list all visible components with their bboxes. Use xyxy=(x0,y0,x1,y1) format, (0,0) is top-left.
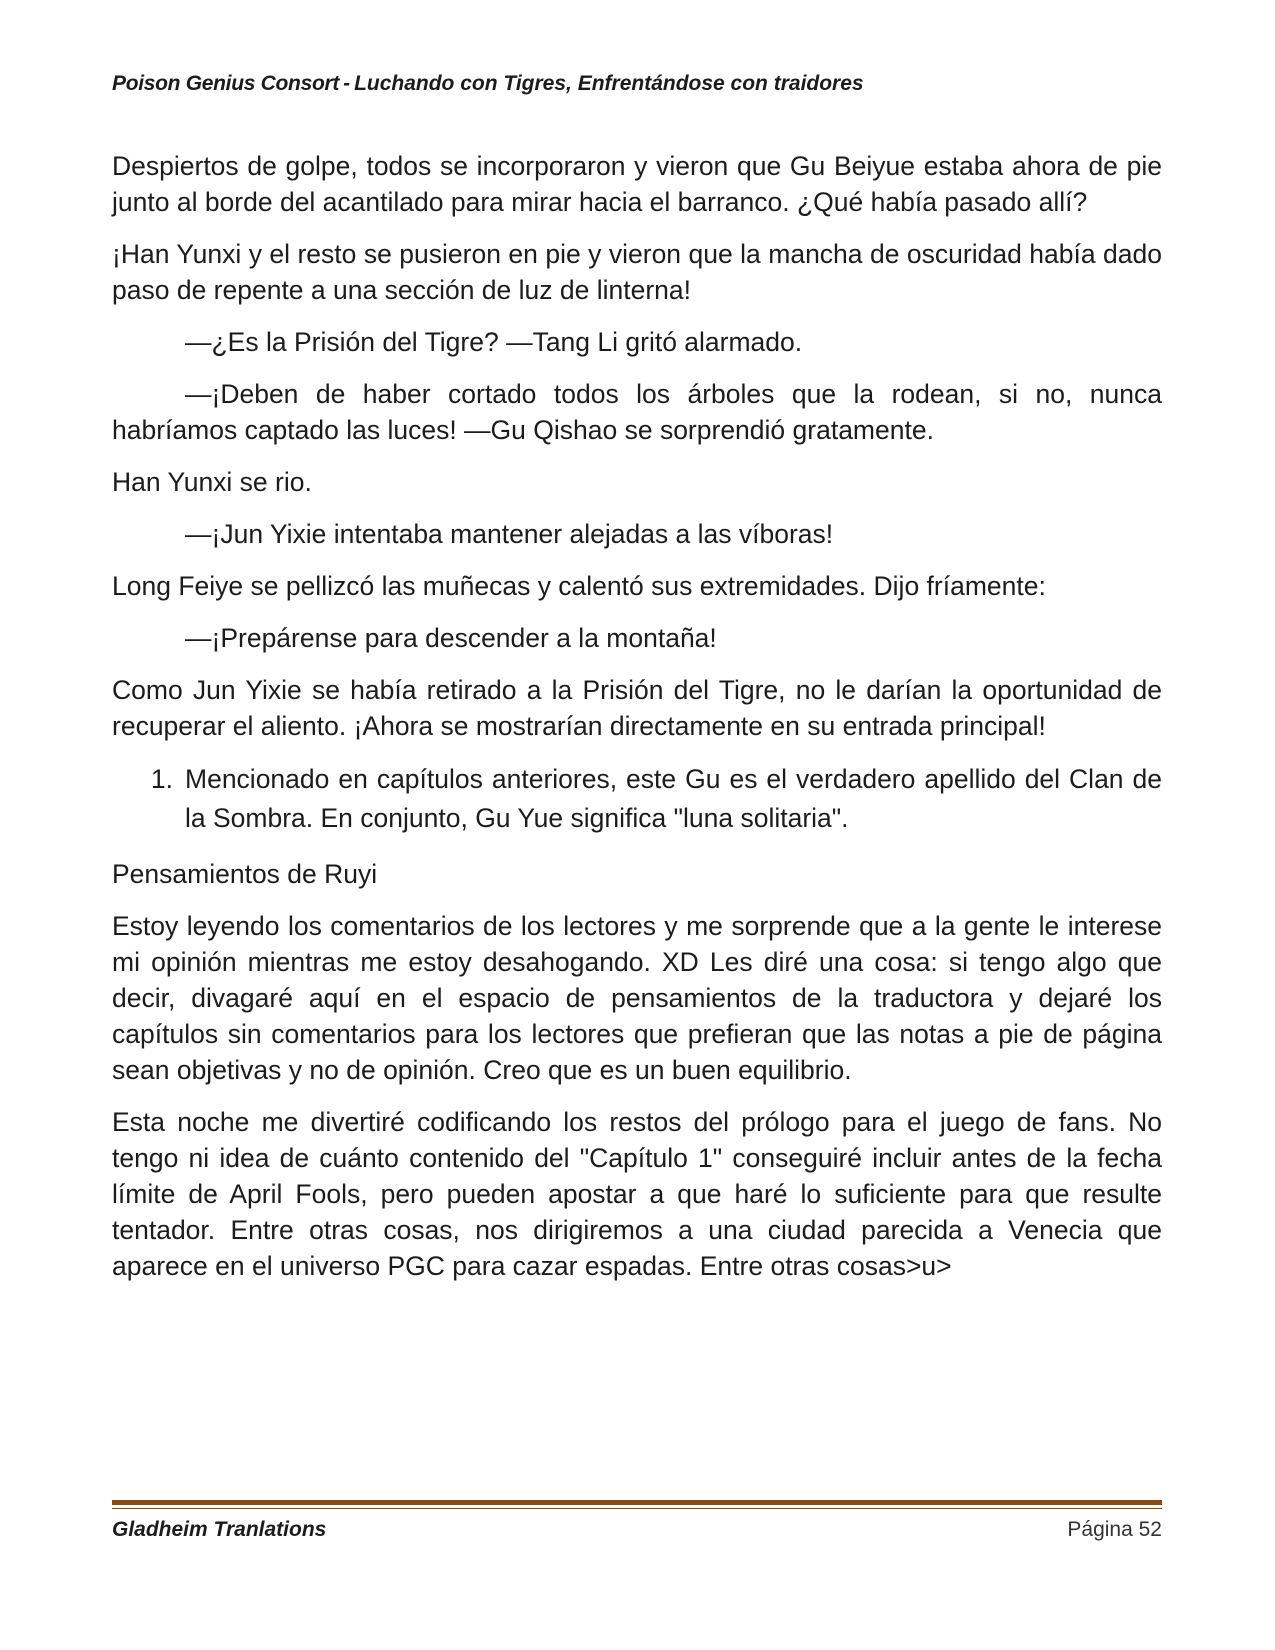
body-paragraph: Han Yunxi se rio. xyxy=(112,467,312,497)
footnote-item xyxy=(112,760,1162,838)
chapter-title: Luchando con Tigres, Enfrentándose con traidores xyxy=(354,72,864,95)
body-paragraph: ¡Han Yunxi y el resto se pusieron en pie y vieron que la mancha de oscuridad había dado paso de repente a una sección de luz de linterna! xyxy=(112,239,1162,305)
footer-publisher: Gladheim Tranlations xyxy=(112,1518,327,1541)
dialog-paragraph: —¿Es la Prisión del Tigre? —Tang Li gritó alarmado. xyxy=(185,327,803,357)
notes-heading: Pensamientos de Ruyi xyxy=(112,859,378,889)
body-paragraph: Como Jun Yixie se había retirado a la Prisión del Tigre, no le darían la oportunidad de recuperar el aliento. ¡Ahora se mostrarían directamente en su entrada principal! xyxy=(112,675,1162,741)
dialog-paragraph: —¡Jun Yixie intentaba mantener alejadas a las víboras! xyxy=(185,519,834,549)
footer-rule-thick xyxy=(112,1500,1162,1505)
series-title: Poison Genius Consort xyxy=(112,72,340,95)
header-separator: - xyxy=(343,72,351,95)
dialog-paragraph: —¡Prepárense para descender a la montaña! xyxy=(185,623,717,653)
page-header xyxy=(112,72,1162,96)
footnote-list xyxy=(112,760,1162,838)
notes-paragraph: Esta noche me divertiré codificando los restos del prólogo para el juego de fans. No tengo ni idea de cuánto contenido del "Capítulo 1" conseguiré incluir antes de la fecha límite de April Fools, pero pueden apostar a que haré lo suficiente para que resulte tentador. Entre otras cosas, nos dirigiremos a una ciudad parecida a Venecia que aparece en el universo PGC para cazar espadas. Entre otras cosas>u> xyxy=(112,1107,1162,1281)
footnote-text: Mencionado en capítulos anteriores, este Gu es el verdadero apellido del Clan de la Sombra. En conjunto, Gu Yue significa "luna solitaria". xyxy=(185,764,1162,833)
dialog-paragraph: —¡Deben de haber cortado todos los árboles que la rodean, si no, nunca habríamos captado las luces! —Gu Qishao se sorprendió gratamente. xyxy=(112,379,1162,445)
body-paragraph: Despiertos de golpe, todos se incorporaron y vieron que Gu Beiyue estaba ahora de pie junto al borde del acantilado para mirar hacia el barranco. ¿Qué había pasado allí? xyxy=(112,151,1162,217)
page-number: Página 52 xyxy=(1067,1518,1162,1541)
footer-rule-thin xyxy=(112,1508,1162,1509)
notes-paragraph: Estoy leyendo los comentarios de los lectores y me sorprende que a la gente le interese mi opinión mientras me estoy desahogando. XD Les diré una cosa: si tengo algo que decir, divagaré aquí en el espacio de pensamientos de la traductora y dejaré los capítulos sin comentarios para los lectores que prefieran que las notas a pie de página sean objetivas y no de opinión. Creo que es un buen equilibrio. xyxy=(112,911,1162,1085)
body-paragraph: Long Feiye se pellizcó las muñecas y calentó sus extremidades. Dijo fríamente: xyxy=(112,571,1046,601)
page-content xyxy=(112,148,1162,1300)
footnote-number: 1. xyxy=(150,764,173,794)
